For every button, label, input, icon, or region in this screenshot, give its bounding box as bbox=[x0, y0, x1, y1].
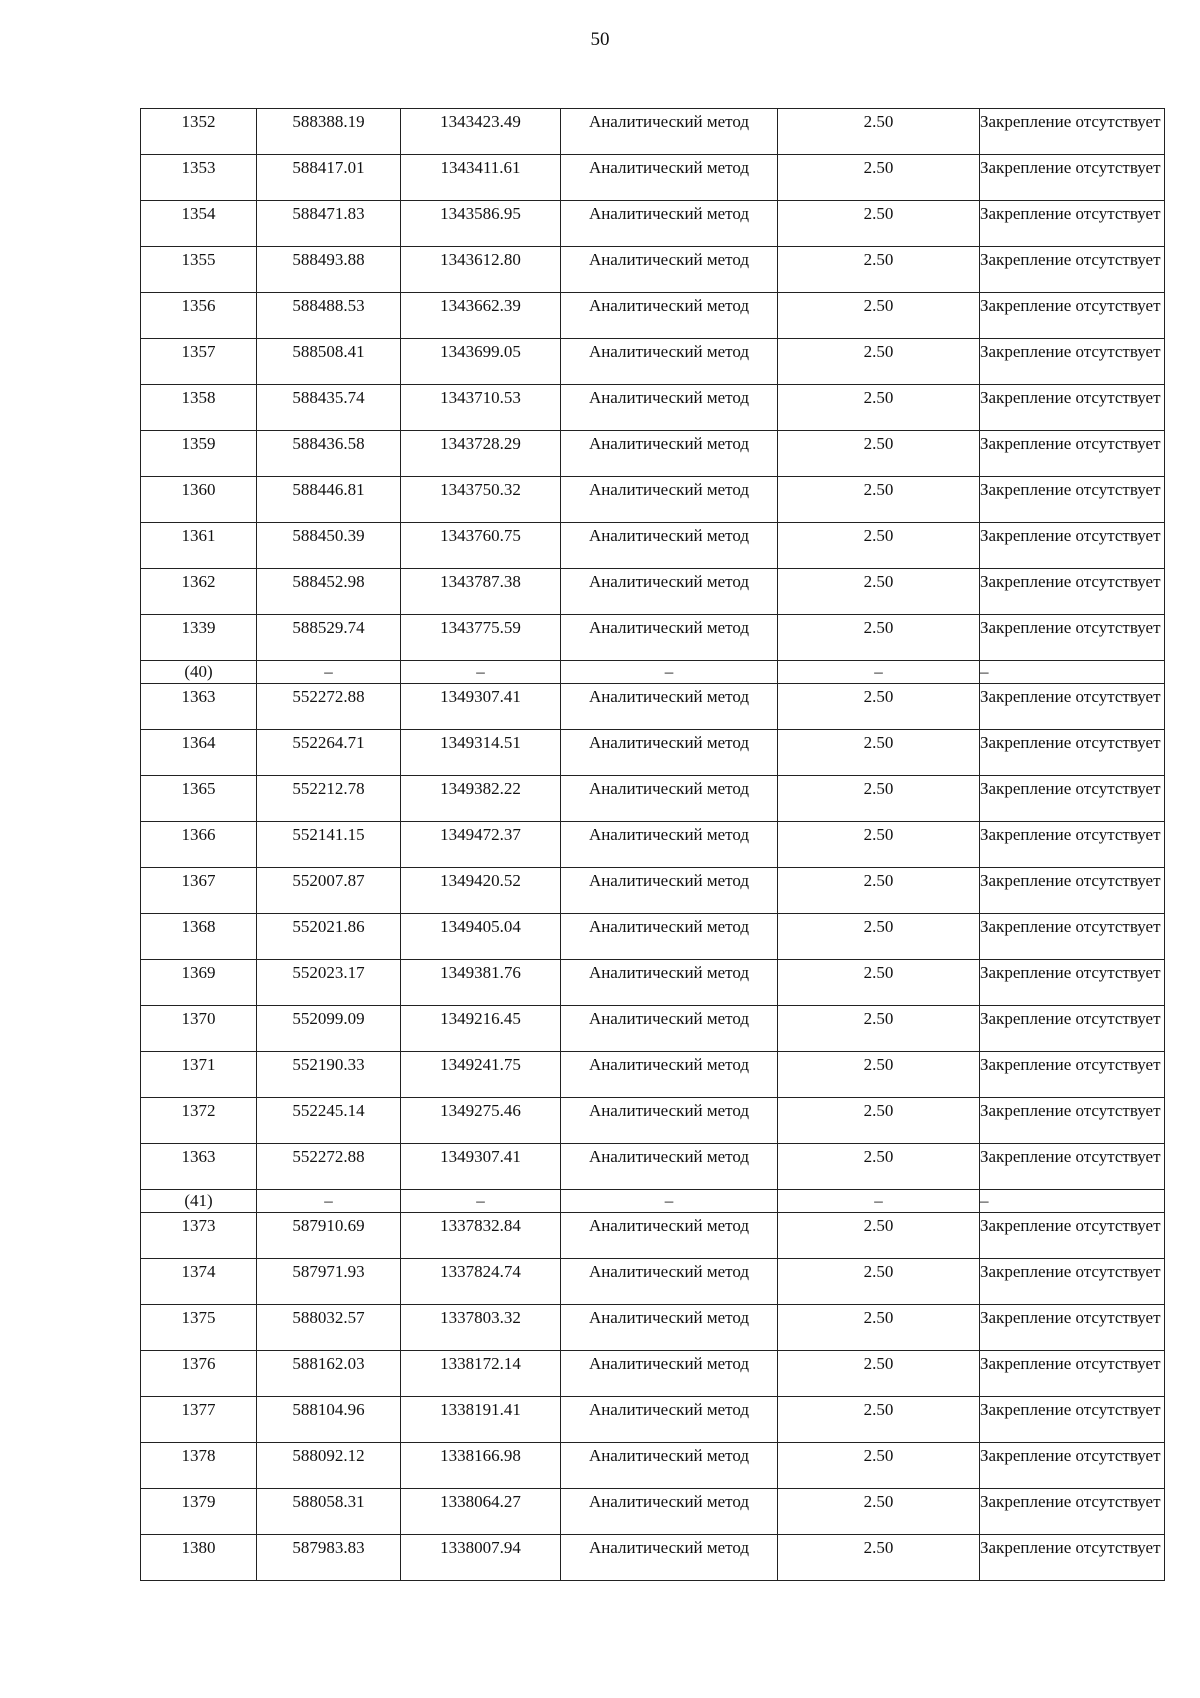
method-cell: Аналитический метод bbox=[561, 339, 778, 385]
y-coordinate-cell: 1343662.39 bbox=[401, 293, 561, 339]
table-row bbox=[141, 247, 1165, 293]
accuracy-cell: 2.50 bbox=[778, 1443, 980, 1489]
table-row bbox=[141, 109, 1165, 155]
table-row bbox=[141, 569, 1165, 615]
accuracy-cell: 2.50 bbox=[778, 776, 980, 822]
coordinates-table bbox=[140, 108, 1165, 1581]
table-row bbox=[141, 431, 1165, 477]
accuracy-cell: 2.50 bbox=[778, 730, 980, 776]
fixing-cell: Закрепление отсутствует bbox=[980, 1535, 1165, 1581]
fixing-cell: Закрепление отсутствует bbox=[980, 1144, 1165, 1190]
fixing-cell: Закрепление отсутствует bbox=[980, 868, 1165, 914]
method-cell: Аналитический метод bbox=[561, 1006, 778, 1052]
point-number-cell: 1378 bbox=[141, 1443, 257, 1489]
point-number-cell: 1357 bbox=[141, 339, 257, 385]
y-coordinate-cell: 1337832.84 bbox=[401, 1213, 561, 1259]
fixing-cell: Закрепление отсутствует bbox=[980, 1213, 1165, 1259]
fixing-cell: Закрепление отсутствует bbox=[980, 201, 1165, 247]
method-cell: Аналитический метод bbox=[561, 914, 778, 960]
fixing-cell: Закрепление отсутствует bbox=[980, 776, 1165, 822]
y-coordinate-cell: 1343787.38 bbox=[401, 569, 561, 615]
table-row bbox=[141, 293, 1165, 339]
method-cell: Аналитический метод bbox=[561, 1397, 778, 1443]
contour-separator-row bbox=[141, 1190, 1165, 1213]
table-row bbox=[141, 1535, 1165, 1581]
x-coordinate-cell: 588452.98 bbox=[257, 569, 401, 615]
table-row bbox=[141, 385, 1165, 431]
point-number-cell: 1352 bbox=[141, 109, 257, 155]
point-number-cell: 1370 bbox=[141, 1006, 257, 1052]
table-row bbox=[141, 1098, 1165, 1144]
accuracy-cell: – bbox=[778, 1190, 980, 1213]
point-number-cell: 1363 bbox=[141, 1144, 257, 1190]
table-row bbox=[141, 1489, 1165, 1535]
accuracy-cell: 2.50 bbox=[778, 822, 980, 868]
fixing-cell: Закрепление отсутствует bbox=[980, 293, 1165, 339]
accuracy-cell: 2.50 bbox=[778, 1535, 980, 1581]
x-coordinate-cell: 588488.53 bbox=[257, 293, 401, 339]
point-number-cell: 1364 bbox=[141, 730, 257, 776]
fixing-cell: Закрепление отсутствует bbox=[980, 1052, 1165, 1098]
accuracy-cell: 2.50 bbox=[778, 1305, 980, 1351]
method-cell: – bbox=[561, 1190, 778, 1213]
accuracy-cell: 2.50 bbox=[778, 1351, 980, 1397]
y-coordinate-cell: 1349307.41 bbox=[401, 684, 561, 730]
accuracy-cell: 2.50 bbox=[778, 684, 980, 730]
y-coordinate-cell: 1338007.94 bbox=[401, 1535, 561, 1581]
table-row bbox=[141, 776, 1165, 822]
fixing-cell: Закрепление отсутствует bbox=[980, 339, 1165, 385]
x-coordinate-cell: 588435.74 bbox=[257, 385, 401, 431]
fixing-cell: Закрепление отсутствует bbox=[980, 1006, 1165, 1052]
table-row bbox=[141, 1351, 1165, 1397]
y-coordinate-cell: 1343728.29 bbox=[401, 431, 561, 477]
method-cell: Аналитический метод bbox=[561, 1305, 778, 1351]
table-row bbox=[141, 822, 1165, 868]
accuracy-cell: 2.50 bbox=[778, 914, 980, 960]
y-coordinate-cell: 1349472.37 bbox=[401, 822, 561, 868]
x-coordinate-cell: – bbox=[257, 1190, 401, 1213]
point-number-cell: 1366 bbox=[141, 822, 257, 868]
fixing-cell: Закрепление отсутствует bbox=[980, 1443, 1165, 1489]
fixing-cell: Закрепление отсутствует bbox=[980, 1489, 1165, 1535]
accuracy-cell: 2.50 bbox=[778, 523, 980, 569]
x-coordinate-cell: 588162.03 bbox=[257, 1351, 401, 1397]
method-cell: Аналитический метод bbox=[561, 960, 778, 1006]
point-number-cell: 1363 bbox=[141, 684, 257, 730]
table-row bbox=[141, 1144, 1165, 1190]
x-coordinate-cell: 588529.74 bbox=[257, 615, 401, 661]
point-number-cell: 1374 bbox=[141, 1259, 257, 1305]
method-cell: Аналитический метод bbox=[561, 1259, 778, 1305]
table-row bbox=[141, 1052, 1165, 1098]
y-coordinate-cell: 1349216.45 bbox=[401, 1006, 561, 1052]
accuracy-cell: 2.50 bbox=[778, 1259, 980, 1305]
x-coordinate-cell: 552272.88 bbox=[257, 684, 401, 730]
x-coordinate-cell: 588417.01 bbox=[257, 155, 401, 201]
fixing-cell: Закрепление отсутствует bbox=[980, 1397, 1165, 1443]
accuracy-cell: 2.50 bbox=[778, 1006, 980, 1052]
y-coordinate-cell: 1343699.05 bbox=[401, 339, 561, 385]
accuracy-cell: 2.50 bbox=[778, 1489, 980, 1535]
point-number-cell: 1339 bbox=[141, 615, 257, 661]
table-row bbox=[141, 960, 1165, 1006]
method-cell: Аналитический метод bbox=[561, 822, 778, 868]
y-coordinate-cell: – bbox=[401, 1190, 561, 1213]
x-coordinate-cell: 588436.58 bbox=[257, 431, 401, 477]
y-coordinate-cell: – bbox=[401, 661, 561, 684]
fixing-cell: Закрепление отсутствует bbox=[980, 1259, 1165, 1305]
point-number-cell: 1369 bbox=[141, 960, 257, 1006]
x-coordinate-cell: 588493.88 bbox=[257, 247, 401, 293]
point-number-cell: 1358 bbox=[141, 385, 257, 431]
point-number-cell: 1376 bbox=[141, 1351, 257, 1397]
table-row bbox=[141, 730, 1165, 776]
method-cell: Аналитический метод bbox=[561, 1144, 778, 1190]
method-cell: – bbox=[561, 661, 778, 684]
fixing-cell: Закрепление отсутствует bbox=[980, 914, 1165, 960]
x-coordinate-cell: 588092.12 bbox=[257, 1443, 401, 1489]
fixing-cell: Закрепление отсутствует bbox=[980, 730, 1165, 776]
fixing-cell: Закрепление отсутствует bbox=[980, 247, 1165, 293]
point-number-cell: 1360 bbox=[141, 477, 257, 523]
x-coordinate-cell: 552264.71 bbox=[257, 730, 401, 776]
y-coordinate-cell: 1349382.22 bbox=[401, 776, 561, 822]
point-number-cell: 1379 bbox=[141, 1489, 257, 1535]
method-cell: Аналитический метод bbox=[561, 569, 778, 615]
y-coordinate-cell: 1343586.95 bbox=[401, 201, 561, 247]
accuracy-cell: – bbox=[778, 661, 980, 684]
coordinates-table-body bbox=[141, 109, 1165, 1581]
x-coordinate-cell: 588032.57 bbox=[257, 1305, 401, 1351]
x-coordinate-cell: 552099.09 bbox=[257, 1006, 401, 1052]
table-row bbox=[141, 1305, 1165, 1351]
method-cell: Аналитический метод bbox=[561, 1213, 778, 1259]
y-coordinate-cell: 1349241.75 bbox=[401, 1052, 561, 1098]
y-coordinate-cell: 1338166.98 bbox=[401, 1443, 561, 1489]
table-row bbox=[141, 868, 1165, 914]
y-coordinate-cell: 1343775.59 bbox=[401, 615, 561, 661]
point-number-cell: 1380 bbox=[141, 1535, 257, 1581]
method-cell: Аналитический метод bbox=[561, 1535, 778, 1581]
y-coordinate-cell: 1343411.61 bbox=[401, 155, 561, 201]
fixing-cell: Закрепление отсутствует bbox=[980, 1305, 1165, 1351]
method-cell: Аналитический метод bbox=[561, 201, 778, 247]
table-row bbox=[141, 339, 1165, 385]
page-number: 50 bbox=[590, 29, 610, 50]
y-coordinate-cell: 1343760.75 bbox=[401, 523, 561, 569]
method-cell: Аналитический метод bbox=[561, 1443, 778, 1489]
fixing-cell: Закрепление отсутствует bbox=[980, 109, 1165, 155]
accuracy-cell: 2.50 bbox=[778, 1144, 980, 1190]
x-coordinate-cell: – bbox=[257, 661, 401, 684]
y-coordinate-cell: 1338064.27 bbox=[401, 1489, 561, 1535]
method-cell: Аналитический метод bbox=[561, 1489, 778, 1535]
accuracy-cell: 2.50 bbox=[778, 201, 980, 247]
x-coordinate-cell: 588446.81 bbox=[257, 477, 401, 523]
y-coordinate-cell: 1338172.14 bbox=[401, 1351, 561, 1397]
x-coordinate-cell: 552245.14 bbox=[257, 1098, 401, 1144]
x-coordinate-cell: 588388.19 bbox=[257, 109, 401, 155]
method-cell: Аналитический метод bbox=[561, 109, 778, 155]
x-coordinate-cell: 588508.41 bbox=[257, 339, 401, 385]
x-coordinate-cell: 552272.88 bbox=[257, 1144, 401, 1190]
method-cell: Аналитический метод bbox=[561, 477, 778, 523]
table-row bbox=[141, 155, 1165, 201]
method-cell: Аналитический метод bbox=[561, 684, 778, 730]
point-number-cell: 1373 bbox=[141, 1213, 257, 1259]
y-coordinate-cell: 1349307.41 bbox=[401, 1144, 561, 1190]
method-cell: Аналитический метод bbox=[561, 1098, 778, 1144]
y-coordinate-cell: 1349275.46 bbox=[401, 1098, 561, 1144]
fixing-cell: Закрепление отсутствует bbox=[980, 822, 1165, 868]
y-coordinate-cell: 1343710.53 bbox=[401, 385, 561, 431]
fixing-cell: Закрепление отсутствует bbox=[980, 615, 1165, 661]
table-row bbox=[141, 1259, 1165, 1305]
y-coordinate-cell: 1337803.32 bbox=[401, 1305, 561, 1351]
x-coordinate-cell: 552007.87 bbox=[257, 868, 401, 914]
method-cell: Аналитический метод bbox=[561, 615, 778, 661]
x-coordinate-cell: 587971.93 bbox=[257, 1259, 401, 1305]
x-coordinate-cell: 588450.39 bbox=[257, 523, 401, 569]
fixing-cell: Закрепление отсутствует bbox=[980, 385, 1165, 431]
accuracy-cell: 2.50 bbox=[778, 868, 980, 914]
accuracy-cell: 2.50 bbox=[778, 155, 980, 201]
fixing-cell: Закрепление отсутствует bbox=[980, 155, 1165, 201]
accuracy-cell: 2.50 bbox=[778, 1213, 980, 1259]
fixing-cell: Закрепление отсутствует bbox=[980, 1351, 1165, 1397]
table-row bbox=[141, 1397, 1165, 1443]
x-coordinate-cell: 552141.15 bbox=[257, 822, 401, 868]
point-number-cell: 1372 bbox=[141, 1098, 257, 1144]
fixing-cell: Закрепление отсутствует bbox=[980, 1098, 1165, 1144]
y-coordinate-cell: 1349405.04 bbox=[401, 914, 561, 960]
table-row bbox=[141, 1443, 1165, 1489]
method-cell: Аналитический метод bbox=[561, 1052, 778, 1098]
y-coordinate-cell: 1349314.51 bbox=[401, 730, 561, 776]
x-coordinate-cell: 588471.83 bbox=[257, 201, 401, 247]
accuracy-cell: 2.50 bbox=[778, 1098, 980, 1144]
table-row bbox=[141, 684, 1165, 730]
method-cell: Аналитический метод bbox=[561, 868, 778, 914]
point-number-cell: 1359 bbox=[141, 431, 257, 477]
y-coordinate-cell: 1343612.80 bbox=[401, 247, 561, 293]
table-row bbox=[141, 523, 1165, 569]
point-number-cell: 1368 bbox=[141, 914, 257, 960]
fixing-cell: Закрепление отсутствует bbox=[980, 431, 1165, 477]
y-coordinate-cell: 1349381.76 bbox=[401, 960, 561, 1006]
x-coordinate-cell: 588104.96 bbox=[257, 1397, 401, 1443]
accuracy-cell: 2.50 bbox=[778, 615, 980, 661]
fixing-cell: – bbox=[980, 1190, 1165, 1213]
method-cell: Аналитический метод bbox=[561, 385, 778, 431]
point-number-cell: (41) bbox=[141, 1190, 257, 1213]
point-number-cell: 1365 bbox=[141, 776, 257, 822]
table-row bbox=[141, 914, 1165, 960]
x-coordinate-cell: 552023.17 bbox=[257, 960, 401, 1006]
accuracy-cell: 2.50 bbox=[778, 960, 980, 1006]
table-row bbox=[141, 477, 1165, 523]
point-number-cell: 1356 bbox=[141, 293, 257, 339]
method-cell: Аналитический метод bbox=[561, 730, 778, 776]
point-number-cell: 1362 bbox=[141, 569, 257, 615]
point-number-cell: 1377 bbox=[141, 1397, 257, 1443]
point-number-cell: 1354 bbox=[141, 201, 257, 247]
method-cell: Аналитический метод bbox=[561, 155, 778, 201]
x-coordinate-cell: 587910.69 bbox=[257, 1213, 401, 1259]
accuracy-cell: 2.50 bbox=[778, 1052, 980, 1098]
fixing-cell: Закрепление отсутствует bbox=[980, 477, 1165, 523]
accuracy-cell: 2.50 bbox=[778, 1397, 980, 1443]
accuracy-cell: 2.50 bbox=[778, 477, 980, 523]
method-cell: Аналитический метод bbox=[561, 431, 778, 477]
accuracy-cell: 2.50 bbox=[778, 109, 980, 155]
y-coordinate-cell: 1343750.32 bbox=[401, 477, 561, 523]
point-number-cell: 1367 bbox=[141, 868, 257, 914]
fixing-cell: – bbox=[980, 661, 1165, 684]
x-coordinate-cell: 588058.31 bbox=[257, 1489, 401, 1535]
x-coordinate-cell: 587983.83 bbox=[257, 1535, 401, 1581]
accuracy-cell: 2.50 bbox=[778, 385, 980, 431]
method-cell: Аналитический метод bbox=[561, 523, 778, 569]
table-row bbox=[141, 1006, 1165, 1052]
point-number-cell: (40) bbox=[141, 661, 257, 684]
accuracy-cell: 2.50 bbox=[778, 569, 980, 615]
table-row bbox=[141, 201, 1165, 247]
method-cell: Аналитический метод bbox=[561, 1351, 778, 1397]
fixing-cell: Закрепление отсутствует bbox=[980, 960, 1165, 1006]
x-coordinate-cell: 552021.86 bbox=[257, 914, 401, 960]
x-coordinate-cell: 552212.78 bbox=[257, 776, 401, 822]
point-number-cell: 1375 bbox=[141, 1305, 257, 1351]
accuracy-cell: 2.50 bbox=[778, 431, 980, 477]
method-cell: Аналитический метод bbox=[561, 293, 778, 339]
method-cell: Аналитический метод bbox=[561, 776, 778, 822]
y-coordinate-cell: 1349420.52 bbox=[401, 868, 561, 914]
point-number-cell: 1371 bbox=[141, 1052, 257, 1098]
fixing-cell: Закрепление отсутствует bbox=[980, 569, 1165, 615]
table-row bbox=[141, 615, 1165, 661]
point-number-cell: 1361 bbox=[141, 523, 257, 569]
point-number-cell: 1355 bbox=[141, 247, 257, 293]
table-row bbox=[141, 1213, 1165, 1259]
accuracy-cell: 2.50 bbox=[778, 339, 980, 385]
fixing-cell: Закрепление отсутствует bbox=[980, 523, 1165, 569]
x-coordinate-cell: 552190.33 bbox=[257, 1052, 401, 1098]
y-coordinate-cell: 1337824.74 bbox=[401, 1259, 561, 1305]
point-number-cell: 1353 bbox=[141, 155, 257, 201]
fixing-cell: Закрепление отсутствует bbox=[980, 684, 1165, 730]
method-cell: Аналитический метод bbox=[561, 247, 778, 293]
accuracy-cell: 2.50 bbox=[778, 293, 980, 339]
accuracy-cell: 2.50 bbox=[778, 247, 980, 293]
y-coordinate-cell: 1343423.49 bbox=[401, 109, 561, 155]
contour-separator-row bbox=[141, 661, 1165, 684]
y-coordinate-cell: 1338191.41 bbox=[401, 1397, 561, 1443]
